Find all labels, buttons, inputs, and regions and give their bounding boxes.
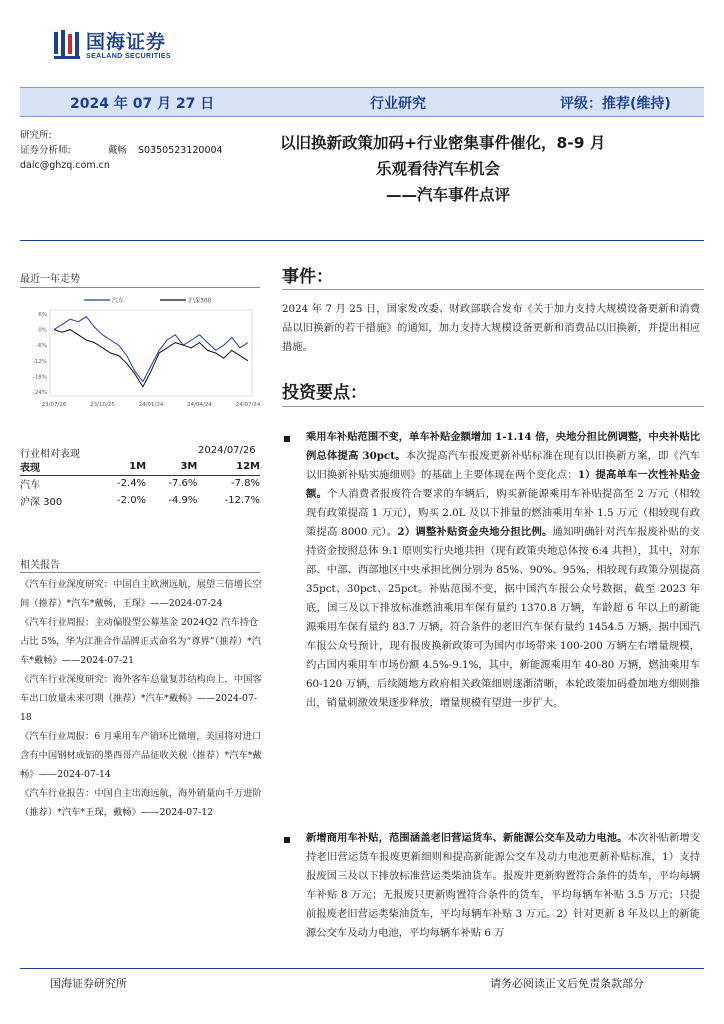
table-row xyxy=(20,475,260,492)
perf-cell: -4.9% xyxy=(168,495,198,506)
logo-cn: 国海证券 xyxy=(86,30,167,53)
point-2-text: 本次补贴新增支持老旧营运货车报废更新细则和提高新能源公交车及动力电池更新补贴标准，1）支持报废国三及以下排放标准营运类柴油货车。报废并更新购置符合条件的货车，平均每辆车补贴 8 万元；无报废只更新购置符合条件的货车，平均每辆车补贴 3.5 万元；只提前报废老旧营运类柴油货车，平均每辆车补贴 3 万元。2）针对更新 8 年及以上的新能源公交车及动力电池，平均每辆车补贴 6 万 xyxy=(306,832,700,939)
performance-header-row xyxy=(20,458,260,475)
trend-chart xyxy=(20,290,260,410)
related-report-item[interactable]: 《汽车行业周报：6 月乘用车产销环比微增，美国将对进口含有中国钢材成铝的墨西哥产品征收关税（推荐）*汽车*戴畅》——2024-07-14 xyxy=(20,731,262,780)
perf-cell: -7.6% xyxy=(168,478,198,490)
x-tick-label: 24/07/24 xyxy=(235,402,260,408)
x-tick-label: 24/01/24 xyxy=(138,402,164,408)
researcher-label: 研究所: xyxy=(20,130,52,141)
related-reports xyxy=(20,575,262,822)
header-bar xyxy=(20,87,704,117)
analyst-info xyxy=(20,128,223,173)
report-rating: 评级：推荐(维持) xyxy=(560,96,671,112)
point-2 xyxy=(306,829,700,962)
point-2-bold: 新增商用车补贴，范围涵盖老旧营运货车、新能源公交车及动力电池。 xyxy=(306,832,628,844)
analyst-name: 戴畅 xyxy=(108,145,128,156)
perf-header-cell: 12M xyxy=(197,458,260,475)
sealand-logo-icon xyxy=(52,28,82,62)
perf-header-cell: 1M xyxy=(95,458,146,475)
point-1-text-c: 个人消费者报废符合要求的车辆后，购买新能源乘用车补贴提高至 2 万元（相较现有政策提高 1 万元），购买 2.0L 及以下排量的燃油乘用车补 1.5 万元（相较现有政策提高 8000 元）。 xyxy=(306,488,700,538)
report-date: 2024 年 07 月 27 日 xyxy=(70,96,215,112)
perf-header-cell: 3M xyxy=(146,458,197,475)
series-line xyxy=(54,330,248,387)
footer-rule xyxy=(20,968,704,969)
header-divider xyxy=(20,240,704,241)
x-tick-label: 23/10/25 xyxy=(90,402,115,408)
point-1-text-a: 本次提高汽车报废更新补贴标准在现有以旧换新方案，即《汽车以旧换新补贴实施细则》的基础上主要体现在两个变化点： xyxy=(306,450,700,481)
y-tick-label: 0% xyxy=(38,327,47,334)
x-tick-label: 23/07/26 xyxy=(41,402,67,408)
x-tick-label: 24/04/24 xyxy=(187,402,212,408)
logo-en: SEALAND SECURITIES xyxy=(86,52,171,60)
y-tick-label: -6% xyxy=(36,343,47,350)
chart-frame xyxy=(50,310,252,396)
point-1-bold-b2: 2）调整补贴资金央地分担比例。 xyxy=(397,526,553,538)
title-line-3: ——汽车事件点评 xyxy=(386,186,511,204)
table-row xyxy=(20,492,260,509)
perf-header-cell: 表现 xyxy=(20,458,95,475)
trend-rule xyxy=(20,287,260,288)
event-rule xyxy=(282,289,704,290)
title-line-1: 以旧换新政策加码+行业密集事件催化，8-9 月 xyxy=(280,134,606,152)
perf-cell: -12.7% xyxy=(224,495,260,506)
point-1-bold-b1: 1）提高单车一次性补贴金额。 xyxy=(306,469,700,500)
trend-label: 最近一年走势 xyxy=(20,274,80,285)
related-report-item[interactable]: 《汽车行业深度研究：海外客车总量复苏结构向上，中国客车出口放量未来可期（推荐）*汽车*戴畅》——2024-07-18 xyxy=(20,674,262,723)
legend-label: 沪深300 xyxy=(188,297,212,305)
related-report-item[interactable]: 《汽车行业报告：中国自主出海远航，海外销量向千万进阶（推荐）*汽车*王琛，戴畅》——2024-07-12 xyxy=(20,788,262,818)
event-text: 2024 年 7 月 25 日，国家发改委、财政部联合发布《关于加力支持大规模设备更新和消费品以旧换新的若干措施》的通知，加力支持大规模设备更新和消费品以旧换新，并提出相应措施。 xyxy=(282,303,700,353)
footer-left: 国海证券研究所 xyxy=(50,977,127,990)
y-tick-label: 6% xyxy=(38,312,47,318)
related-rule xyxy=(20,572,260,573)
related-label: 相关报告 xyxy=(20,560,60,571)
analyst-label: 证券分析师: xyxy=(20,145,71,156)
perf-cell: -2.0% xyxy=(117,495,147,506)
legend-label: 汽车 xyxy=(112,297,125,305)
analyst-email[interactable]: daic@ghzq.com.cn xyxy=(20,160,110,171)
y-tick-label: -18% xyxy=(32,374,47,381)
analyst-cert: S0350523120004 xyxy=(138,145,223,156)
event-heading: 事件： xyxy=(282,267,333,287)
performance-table xyxy=(20,458,260,509)
performance-date: 2024/07/26 xyxy=(198,445,256,456)
perf-cell: -2.4% xyxy=(117,478,147,490)
bullet-icon xyxy=(284,436,290,442)
perf-cell: -7.8% xyxy=(230,478,260,490)
report-title xyxy=(280,130,700,208)
bullet-icon xyxy=(284,837,290,843)
y-tick-label: -24% xyxy=(32,390,47,396)
title-line-2: 乐观看待汽车机会 xyxy=(376,160,501,178)
point-1 xyxy=(306,428,700,812)
related-report-item[interactable]: 《汽车行业周报：主动偏股型公募基金 2024Q2 汽车持仓占比 5%，华为江淮合作品牌正式命名为“尊界”（推荐）*汽车*戴畅》——2024-07-21 xyxy=(20,617,262,666)
points-heading: 投资要点： xyxy=(282,383,367,403)
points-rule xyxy=(282,406,704,407)
related-report-item[interactable]: 《汽车行业深度研究：中国自主欧洲远航，展望三倍增长空间（推荐）*汽车*戴畅，王琛》——2024-07-24 xyxy=(20,579,262,609)
point-1-text-d: 通知明确针对汽车报废补贴的支持资金按照总体 9:1 原则实行央地共担（现有政策央地总体按 6:4 共担），其中，对东部、中部、西部地区中央承担比例分别为 85%、90%、95%，相较现有政策分别提高 35pct、30pct、25pct。补贴范围不变，据中国汽车报公众号数据，截至 2023 年底，国三及以下排放标准燃油乘用车保有量约 1370.8 万辆，车龄超 6 年以上的新能源乘用车保有量约 83.7 万辆，符合条件的老旧汽车保有量约 1454.5 万辆，据中国汽车报公众号预计，现有报废换新政策可为国内市场带来 100-200 万辆左右增量规模，约占国内乘用车市场份额 4.5%-9.1%，其中，新能源乘用车 40-80 万辆，燃油乘用车 60-120 万辆，后续随地方政府相关政策细则逐渐清晰，本轮政策加码叠加地方细则推出，销量刺激效果逐步释放，增量规模有望进一步扩大。 xyxy=(306,526,700,709)
footer-right: 请务必阅读正文后免责条款部分 xyxy=(490,977,644,990)
perf-cell: 沪深 300 xyxy=(20,497,63,508)
report-category: 行业研究 xyxy=(370,96,426,112)
perf-cell: 汽车 xyxy=(20,480,40,492)
y-tick-label: -12% xyxy=(32,358,47,365)
point-1-bold: 乘用车补贴范围不变，单车补贴金额增加 1-1.14 倍，央地分担比例调整，中央补贴比例总体提高 30pct。 xyxy=(306,431,700,462)
company-logo xyxy=(52,24,171,66)
performance-label: 行业相对表现 xyxy=(20,449,80,460)
